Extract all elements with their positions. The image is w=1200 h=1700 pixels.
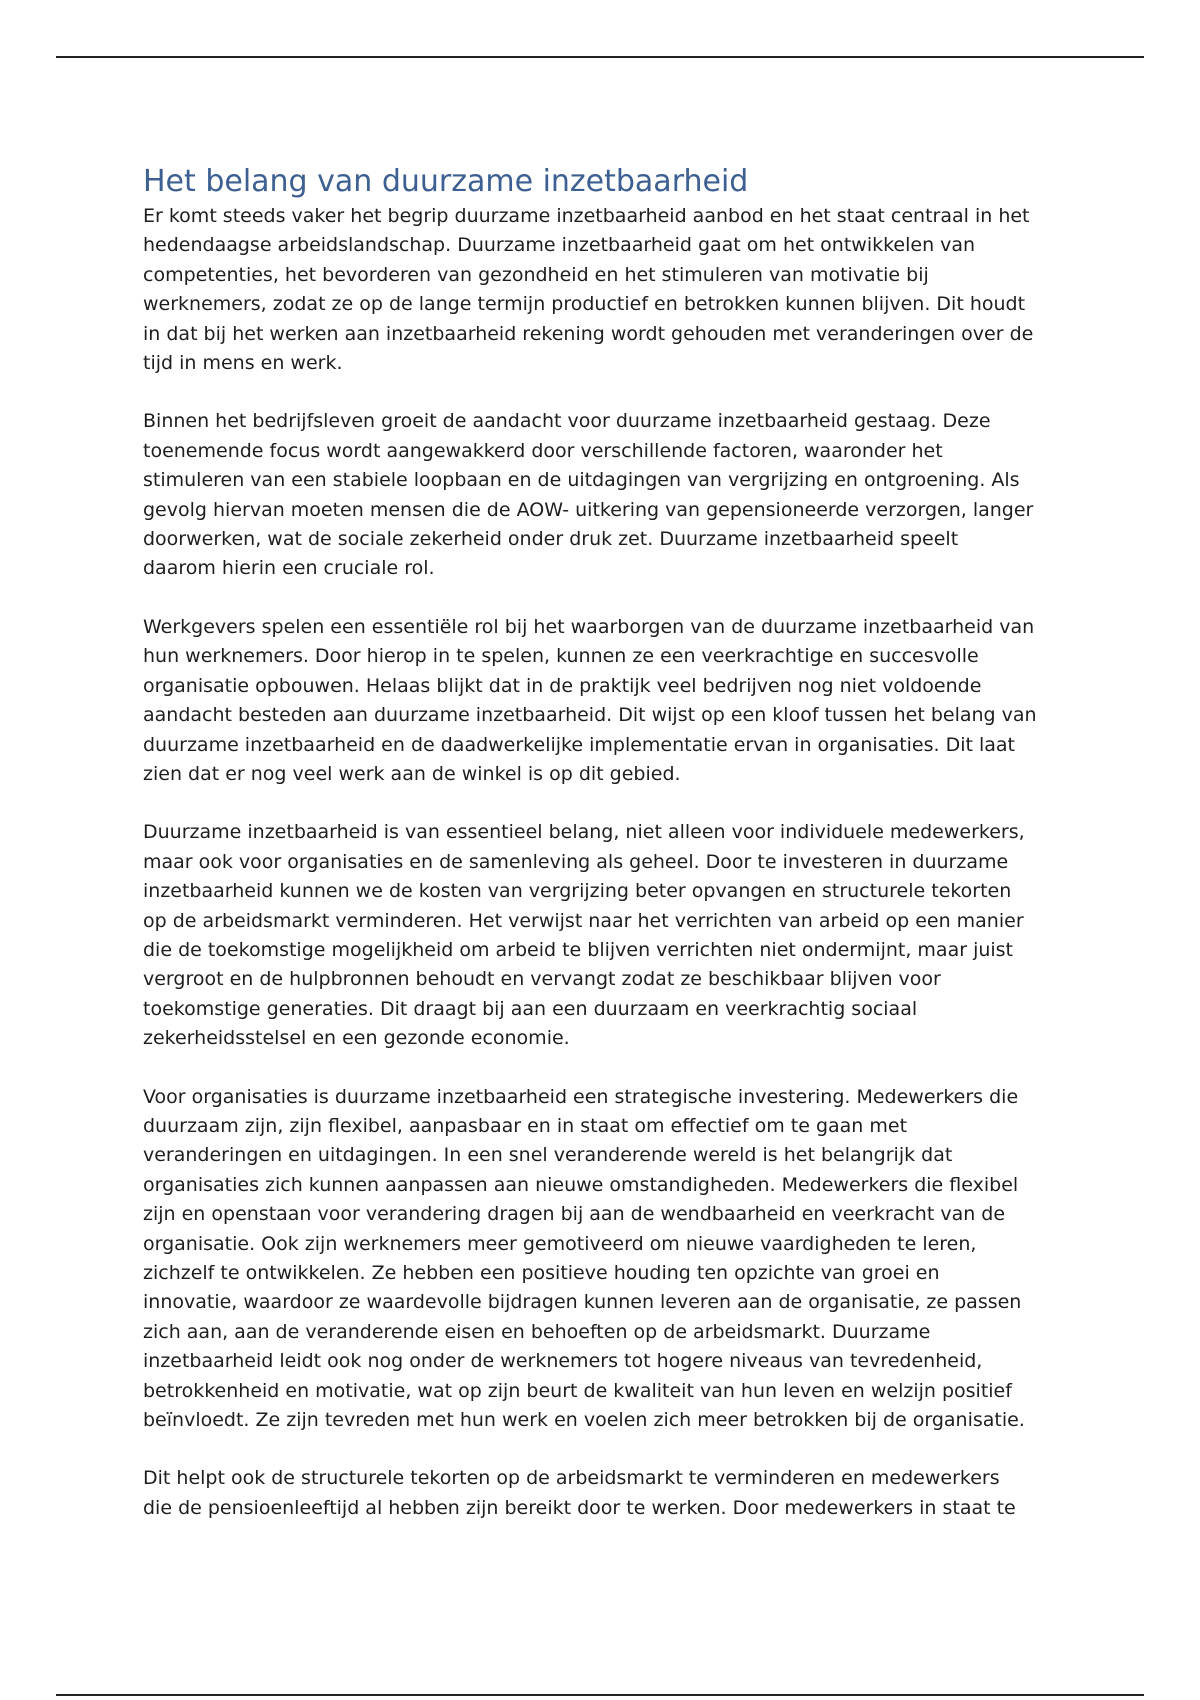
paragraph-2: Binnen het bedrijfsleven groeit de aandacht voor duurzame inzetbaarheid gestaag. Deze toenemende focus wordt aangewakkerd door verschillende factoren, waaronder het stimuleren van een stabiele loopbaan en de uitdagingen van vergrijzing en ontgroening. Als gevolg hiervan moeten mensen die de AOW- uitkering van gepensioneerde verzorgen, langer doorwerken, wat de sociale zekerheid onder druk zet. Duurzame inzetbaarheid speelt daarom hierin een cruciale rol. (143, 410, 1034, 580)
page-title: Het belang van duurzame inzetbaarheid (143, 164, 749, 199)
paragraph-1: Er komt steeds vaker het begrip duurzame inzetbaarheid aanbod en het staat centraal in het hedendaagse arbeidslandschap. Duurzame inzetbaarheid gaat om het ontwikkelen van competenties, het bevorderen van gezondheid en het stimuleren van motivatie bij werknemers, zodat ze op de lange termijn productief en betrokken kunnen blijven. Dit houdt in dat bij het werken aan inzetbaarheid rekening wordt gehouden met veranderingen over de tijd in mens en werk. (143, 205, 1034, 375)
paragraph-4: Duurzame inzetbaarheid is van essentieel belang, niet alleen voor individuele medewerkers, maar ook voor organisaties en de samenleving als geheel. Door te investeren in duurzame inzetbaarheid kunnen we de kosten van vergrijzing beter opvangen en structurele tekorten op de arbeidsmarkt verminderen. Het verwijst naar het verrichten van arbeid op een manier die de toekomstige mogelijkheid om arbeid te blijven verrichten niet ondermijnt, maar juist vergroot en de hulpbronnen behoudt en vervangt zodat ze beschikbaar blijven voor toekomstige generaties. Dit draagt bij aan een duurzaam en veerkrachtig sociaal zekerheidsstelsel en een gezonde economie. (143, 821, 1025, 1050)
paragraph-3: Werkgevers spelen een essentiële rol bij het waarborgen van de duurzame inzetbaarheid van hun werknemers. Door hierop in te spelen, kunnen ze een veerkrachtige en succesvolle organisatie opbouwen. Helaas blijkt dat in de praktijk veel bedrijven nog niet voldoende aandacht besteden aan duurzame inzetbaarheid. Dit wijst op een kloof tussen het belang van duurzame inzetbaarheid en de daadwerkelijke implementatie ervan in organisaties. Dit laat zien dat er nog veel werk aan de winkel is op dit gebied. (143, 615, 1037, 785)
document-body (143, 162, 1063, 1552)
footer-rule (56, 1694, 1144, 1696)
paragraph-5: Voor organisaties is duurzame inzetbaarheid een strategische investering. Medewerkers die duurzaam zijn, zijn flexibel, aanpasbaar en in staat om effectief om te gaan met veranderingen en uitdagingen. In een snel veranderende wereld is het belangrijk dat organisaties zich kunnen aanpassen aan nieuwe omstandigheden. Medewerkers die flexibel zijn en openstaan voor verandering dragen bij aan de wendbaarheid en veerkracht van de organisatie. Ook zijn werknemers meer gemotiveerd om nieuwe vaardigheden te leren, zichzelf te ontwikkelen. Ze hebben een positieve houding ten opzichte van groei en innovatie, waardoor ze waardevolle bijdragen kunnen leveren aan de organisatie, ze passen zich aan, aan de veranderende eisen en behoeften op de arbeidsmarkt. Duurzame inzetbaarheid leidt ook nog onder de werknemers tot hogere niveaus van tevredenheid, betrokkenheid en motivatie, wat op zijn beurt de kwaliteit van hun leven en welzijn positief beïnvloedt. Ze zijn tevreden met hun werk en voelen zich meer betrokken bij de organisatie. (143, 1085, 1025, 1432)
paragraph-6: Dit helpt ook de structurele tekorten op de arbeidsmarkt te verminderen en medewerkers die de pensioenleeftijd al hebben zijn bereikt door te werken. Door medewerkers in staat te (143, 1467, 1016, 1519)
header-rule (56, 56, 1144, 58)
